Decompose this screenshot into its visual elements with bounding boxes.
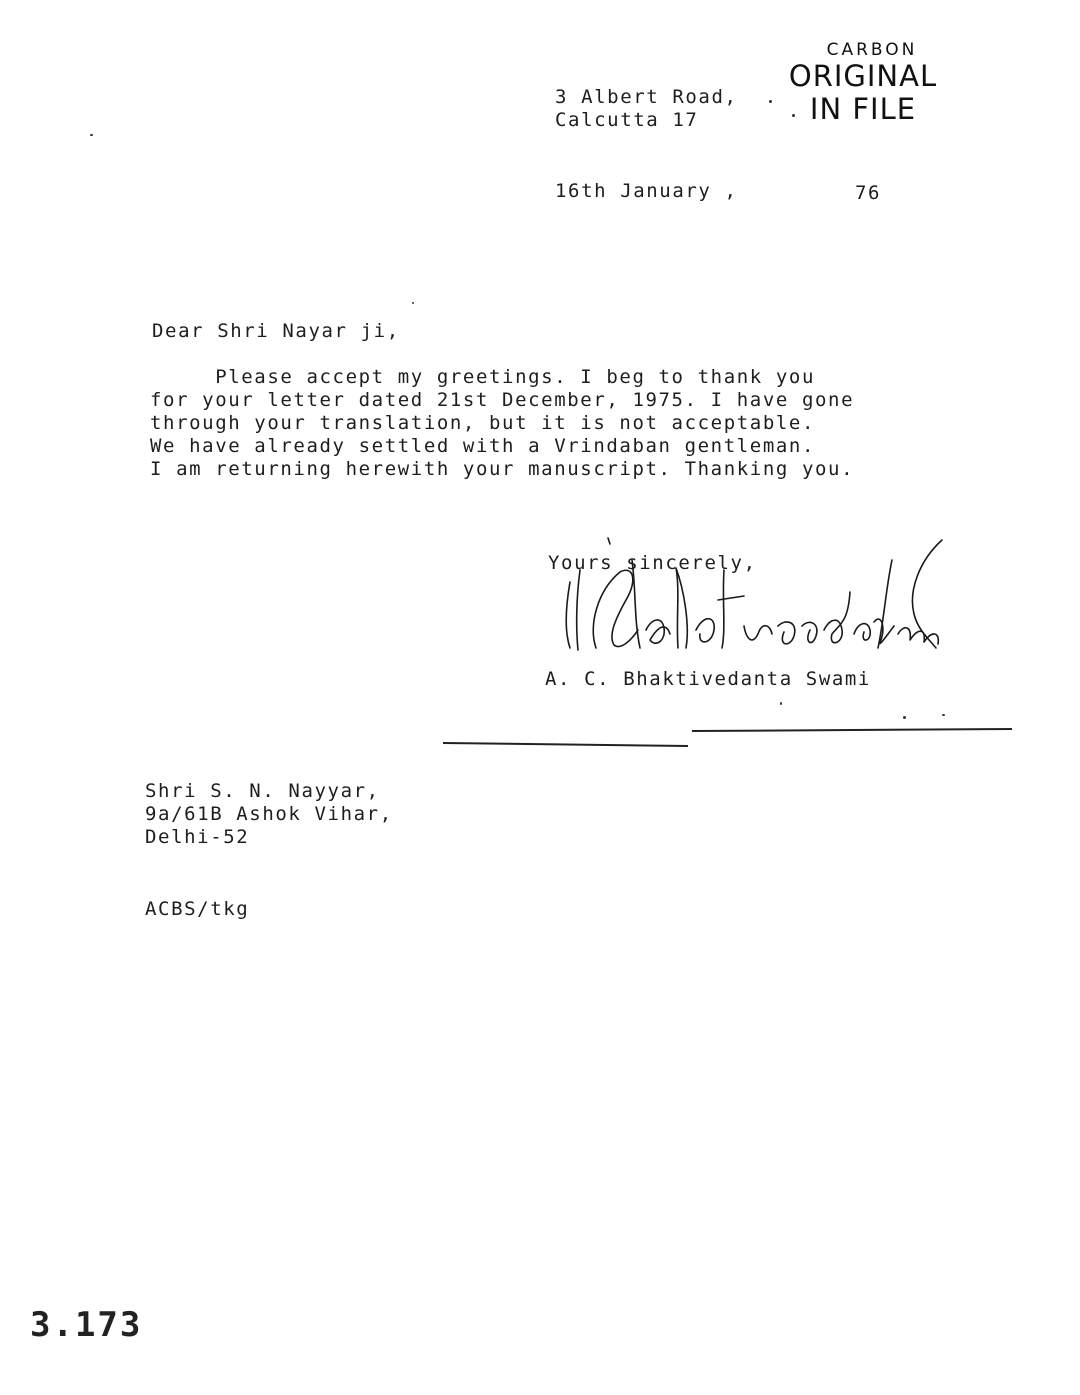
scan-speck — [903, 716, 906, 719]
scan-speck — [412, 302, 414, 304]
letter-year: 76 — [855, 182, 882, 204]
letter-body — [150, 366, 854, 481]
scan-speck — [792, 114, 795, 117]
address-line: Calcutta 17 — [555, 109, 699, 131]
handwritten-signature — [548, 530, 968, 680]
stamp-line: ORIGINAL — [788, 59, 938, 93]
address-line: 3 Albert Road, — [555, 86, 738, 108]
scan-speck — [90, 134, 93, 136]
body-line: We have already settled with a Vrindaban gentleman. — [150, 435, 815, 457]
salutation: Dear Shri Nayar ji, — [152, 320, 400, 342]
body-line: I am returning herewith your manuscript. Thanking you. — [150, 458, 855, 480]
recipient-address — [145, 780, 393, 849]
body-line: for your letter dated 21st December, 1975. I have gone — [150, 389, 855, 411]
body-line: Please accept my greetings. I beg to thank you — [150, 366, 815, 388]
reference-code: ACBS/tkg — [145, 898, 250, 920]
signer-name: A. C. Bhaktivedanta Swami — [545, 668, 871, 690]
recipient-line: Delhi-52 — [145, 826, 250, 848]
recipient-line: Shri S. N. Nayyar, — [145, 780, 380, 802]
letter-date: 16th January , — [555, 180, 738, 202]
recipient-line: 9a/61B Ashok Vihar, — [145, 803, 393, 825]
signature-rule-left — [443, 742, 688, 747]
sender-address — [555, 86, 738, 132]
scan-speck — [780, 702, 782, 705]
carbon-stamp — [778, 40, 948, 126]
document-number: 3.173 — [30, 1305, 143, 1345]
closing: Yours sincerely, — [548, 552, 757, 574]
scan-speck — [942, 714, 945, 716]
stamp-line: CARBON — [826, 40, 918, 60]
stamp-line: IN FILE — [809, 92, 917, 126]
body-line: through your translation, but it is not acceptable. — [150, 412, 815, 434]
scan-speck — [769, 100, 772, 103]
signature-rule-right — [692, 728, 1012, 732]
